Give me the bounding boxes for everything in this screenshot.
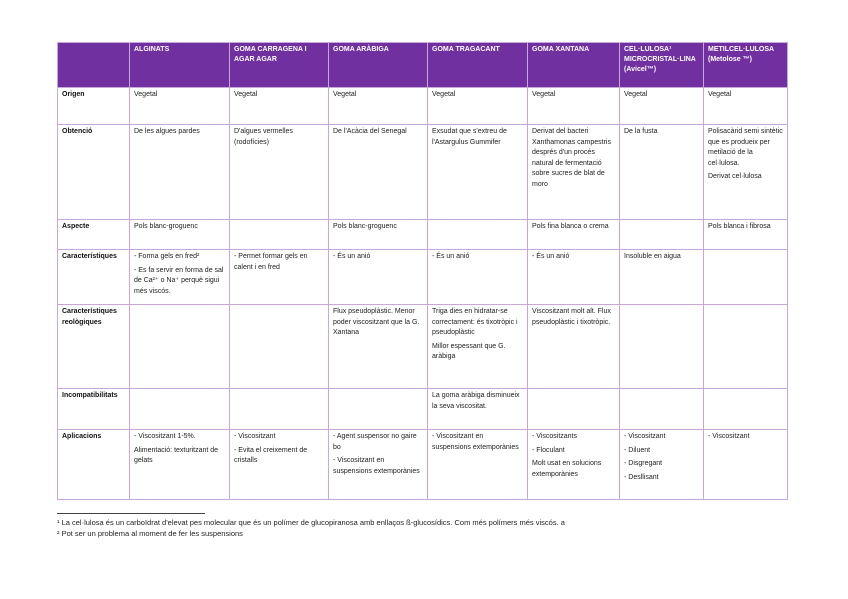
footnote: ² Pot ser un problema al moment de fer les suspensions — [57, 529, 243, 538]
cell-text: Triga dies en hidratar-se correctament: és tixotròpic i pseudoplàstic — [432, 308, 518, 336]
cell-text: De la fusta — [624, 128, 658, 135]
table-cell — [130, 220, 230, 250]
header-corner — [58, 43, 130, 88]
cell-text: Vegetal — [234, 91, 258, 98]
table-cell — [230, 389, 329, 430]
cell-text: - Disgregant — [624, 460, 663, 467]
cell-text: Pols blanca i fibrosa — [708, 223, 771, 230]
table-row — [58, 220, 788, 250]
table-cell — [230, 430, 329, 500]
table-cell — [428, 305, 528, 389]
table-cell — [704, 305, 788, 389]
table-row — [58, 430, 788, 500]
table-cell — [528, 430, 620, 500]
table-cell — [528, 250, 620, 305]
column-header: METILCEL·LULOSA (Metolose ™) — [704, 43, 788, 88]
table-cell — [620, 430, 704, 500]
table-cell — [528, 220, 620, 250]
table-cell — [130, 88, 230, 125]
table-row — [58, 250, 788, 305]
cell-text: - És un anió — [432, 253, 470, 260]
table-cell — [130, 125, 230, 220]
row-label: Aspecte — [58, 220, 130, 250]
cell-text: Vegetal — [333, 91, 357, 98]
table-cell — [428, 125, 528, 220]
table-cell — [528, 88, 620, 125]
table-cell — [329, 220, 428, 250]
table-cell — [230, 305, 329, 389]
table-row — [58, 88, 788, 125]
cell-text: Vegetal — [134, 91, 158, 98]
table-cell — [620, 88, 704, 125]
cell-text: Derivat del bacteri Xanthamonas campestris després d'un procés natural de fermentació sobre sucres de blat de moro — [532, 128, 611, 188]
table-cell — [620, 125, 704, 220]
table-cell — [528, 125, 620, 220]
cell-text: Viscositzant molt alt. Flux pseudoplàstic i tixotròpic. — [532, 308, 611, 326]
row-label: Obtenció — [58, 125, 130, 220]
table-cell — [230, 88, 329, 125]
cell-text: De l'Acàcia del Senegal — [333, 128, 407, 135]
cell-text: Molt usat en solucions extemporànies — [532, 460, 602, 478]
table-cell — [130, 305, 230, 389]
table-cell — [230, 250, 329, 305]
header-row — [58, 43, 788, 88]
row-label: Característiques — [58, 250, 130, 305]
column-header: GOMA ARÀBIGA — [329, 43, 428, 88]
row-label: Incompatibilitats — [58, 389, 130, 430]
substances-table — [57, 42, 788, 500]
column-header: ALGINATS — [130, 43, 230, 88]
table-cell — [329, 250, 428, 305]
cell-text: Exsudat que s'extreu de l'Astargulus Gummifer — [432, 128, 507, 146]
cell-text: - Viscositzants — [532, 433, 577, 440]
table-cell — [704, 430, 788, 500]
table-row — [58, 125, 788, 220]
table-row — [58, 305, 788, 389]
cell-text: - Viscositzant en suspensions extemporànies — [333, 457, 420, 475]
footnote: ¹ La cel·lulosa és un carboïdrat d'elevat pes molecular que és un polímer de glucopiranosa amb enllaços ß-glucosídics. Com més polímers més viscós. a — [57, 518, 565, 527]
cell-text: - Forma gels en fred² — [134, 253, 200, 260]
cell-text: La goma aràbiga disminueix la seva viscositat. — [432, 392, 520, 410]
column-header: GOMA CARRAGENA I AGAR AGAR — [230, 43, 329, 88]
cell-text: - Viscositzant en suspensions extemporànies — [432, 433, 519, 451]
cell-text: Millor espessant que G. aràbiga — [432, 342, 506, 360]
table-cell — [620, 389, 704, 430]
table-cell — [704, 125, 788, 220]
table-row — [58, 389, 788, 430]
cell-text: Derivat cel·lulosa — [708, 173, 762, 180]
cell-text: De les algues pardes — [134, 128, 200, 135]
column-header: CEL·LULOSA¹ MICROCRISTAL·LINA (Avicel™) — [620, 43, 704, 88]
table-cell — [620, 220, 704, 250]
cell-text: - Viscositzant 1-5%. — [134, 433, 196, 440]
table-cell — [704, 220, 788, 250]
cell-text: - Permet formar gels en calent i en fred — [234, 253, 308, 271]
cell-text: Vegetal — [624, 91, 648, 98]
table-cell — [428, 389, 528, 430]
table-cell — [230, 125, 329, 220]
cell-text: Vegetal — [708, 91, 732, 98]
table-cell — [329, 125, 428, 220]
cell-text: - És un anió — [333, 253, 371, 260]
cell-text: - Evita el creixement de cristalls — [234, 446, 308, 464]
table-cell — [528, 305, 620, 389]
cell-text: Alimentació: texturitzant de gelats — [134, 446, 219, 464]
cell-text: Vegetal — [532, 91, 556, 98]
cell-text: Pols blanc-groguenc — [333, 223, 397, 230]
table-cell — [528, 389, 620, 430]
cell-text: - Viscositzant — [234, 433, 276, 440]
cell-text: - Desllisant — [624, 473, 659, 481]
table-cell — [704, 88, 788, 125]
table-cell — [130, 389, 230, 430]
table-cell — [130, 250, 230, 305]
cell-text: - Viscositzant — [624, 433, 666, 440]
table-cell — [704, 389, 788, 430]
column-header: GOMA XANTANA — [528, 43, 620, 88]
cell-text: Vegetal — [432, 91, 456, 98]
cell-text: - Floculant — [532, 446, 565, 454]
column-header: GOMA TRAGACANT — [428, 43, 528, 88]
table-cell — [329, 430, 428, 500]
cell-text: Flux pseudoplàstic. Menor poder viscositzant que la G. Xantana — [333, 308, 420, 336]
cell-text: Insoluble en aigua — [624, 253, 681, 260]
table-cell — [428, 220, 528, 250]
cell-text: - Es fa servir en forma de sal de Ca²⁺ o Na⁺ perquè sigui més viscós. — [134, 266, 224, 295]
cell-text: - És un anió — [532, 253, 570, 260]
cell-text: Polisacàrid semi sintètic que es produeix per metilació de la cel·lulosa. — [708, 128, 783, 167]
cell-text: - Diluent — [624, 446, 651, 454]
footnote-separator — [57, 513, 205, 514]
table-cell — [620, 250, 704, 305]
cell-text: Pols blanc-groguenc — [134, 223, 198, 230]
table-cell — [704, 250, 788, 305]
cell-text: Pols fina blanca o crema — [532, 223, 609, 230]
row-label: Aplicacions — [58, 430, 130, 500]
table-cell — [230, 220, 329, 250]
table-cell — [329, 305, 428, 389]
row-label: Característiques reològiques — [58, 305, 130, 389]
table-cell — [428, 250, 528, 305]
cell-text: D'algues vermelles (rodofícies) — [234, 128, 293, 146]
table-cell — [329, 88, 428, 125]
table-cell — [428, 88, 528, 125]
table-cell — [428, 430, 528, 500]
cell-text: - Viscositzant — [708, 433, 750, 440]
cell-text: - Agent suspensor no gaire bo — [333, 433, 417, 451]
footnotes — [57, 513, 797, 540]
table-cell — [130, 430, 230, 500]
row-label: Origen — [58, 88, 130, 125]
table-cell — [329, 389, 428, 430]
table-cell — [620, 305, 704, 389]
